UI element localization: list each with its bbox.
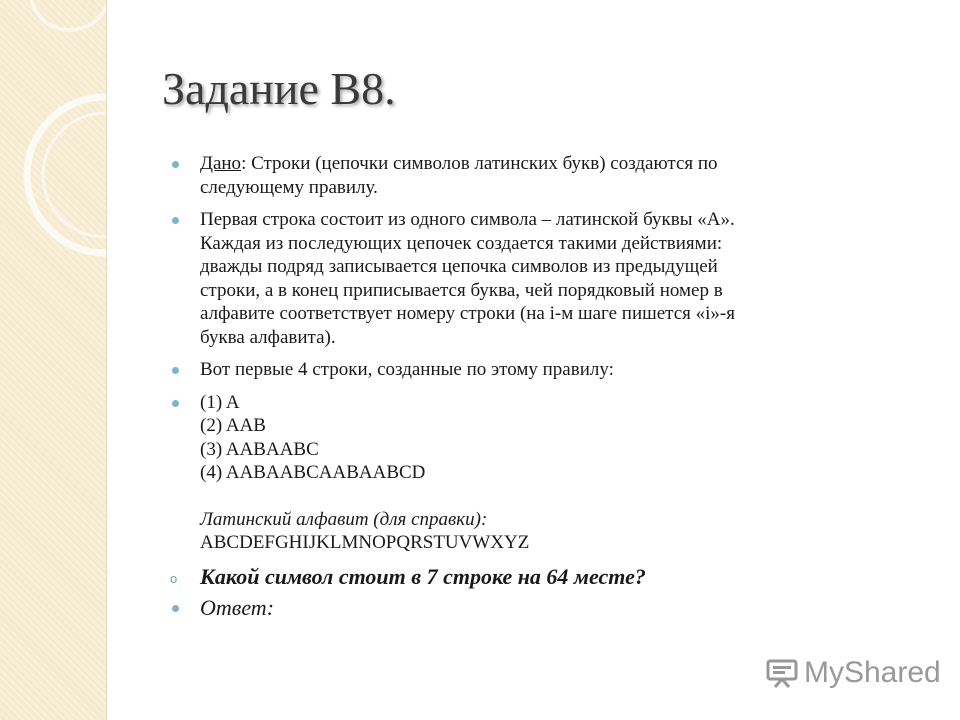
text-line: строки, а в конец приписывается буква, чей порядковый номер в xyxy=(200,279,723,301)
slide-content xyxy=(170,152,910,630)
watermark xyxy=(766,656,941,690)
bullet-icon xyxy=(172,217,179,224)
row-2: (2) AAB xyxy=(200,415,266,436)
answer-label: Ответ: xyxy=(200,594,275,620)
text-line: Каждая из последующих цепочек создается такими действиями: xyxy=(200,232,723,254)
text-line: Первая строка состоит из одного символа – латинской буквы «А». xyxy=(200,209,735,230)
text-line xyxy=(200,152,910,176)
bullet-icon xyxy=(172,400,179,407)
list-item-answer xyxy=(170,595,910,621)
spacer xyxy=(200,485,910,508)
list-item-rows xyxy=(170,391,910,555)
text-line: алфавите соответствует номеру строки (на i-м шаге пишется «i»-я xyxy=(200,303,735,324)
given-text: : Строки (цепочки символов латинских букв) создаются по xyxy=(241,153,718,174)
alphabet-caption: Латинский алфавит (для справки): xyxy=(200,508,488,530)
decorative-sidebar xyxy=(0,0,107,720)
list-item-rule xyxy=(170,208,910,349)
watermark-brand: MyShared xyxy=(804,656,941,689)
list-item-given xyxy=(170,152,910,199)
text-line: дважды подряд записывается цепочка символов из предыдущей xyxy=(200,256,718,277)
circle-bullet-icon: o xyxy=(170,570,178,586)
text-line: Вот первые 4 строки, созданные по этому правилу: xyxy=(200,359,614,380)
text-line: буква алфавита). xyxy=(200,326,336,348)
row-3: (3) AABAABC xyxy=(200,438,319,460)
row-1: (1) A xyxy=(200,391,240,413)
decorative-ring-icon xyxy=(0,0,106,300)
given-label: Дано xyxy=(200,153,242,174)
bullet-icon xyxy=(172,605,179,612)
text-line: следующему правилу. xyxy=(200,176,378,198)
list-item-first-rows xyxy=(170,358,910,382)
bullet-icon xyxy=(172,161,179,168)
bullet-icon xyxy=(172,367,179,374)
list-item-question xyxy=(170,564,910,590)
alphabet: ABCDEFGHIJKLMNOPQRSTUVWXYZ xyxy=(200,532,530,553)
presentation-board-icon xyxy=(766,658,798,688)
slide-title: Задание В8. xyxy=(162,63,396,114)
row-4: (4) AABAABCAABAABCD xyxy=(200,462,426,483)
question-text: Какой символ стоит в 7 строке на 64 месте? xyxy=(200,563,646,589)
